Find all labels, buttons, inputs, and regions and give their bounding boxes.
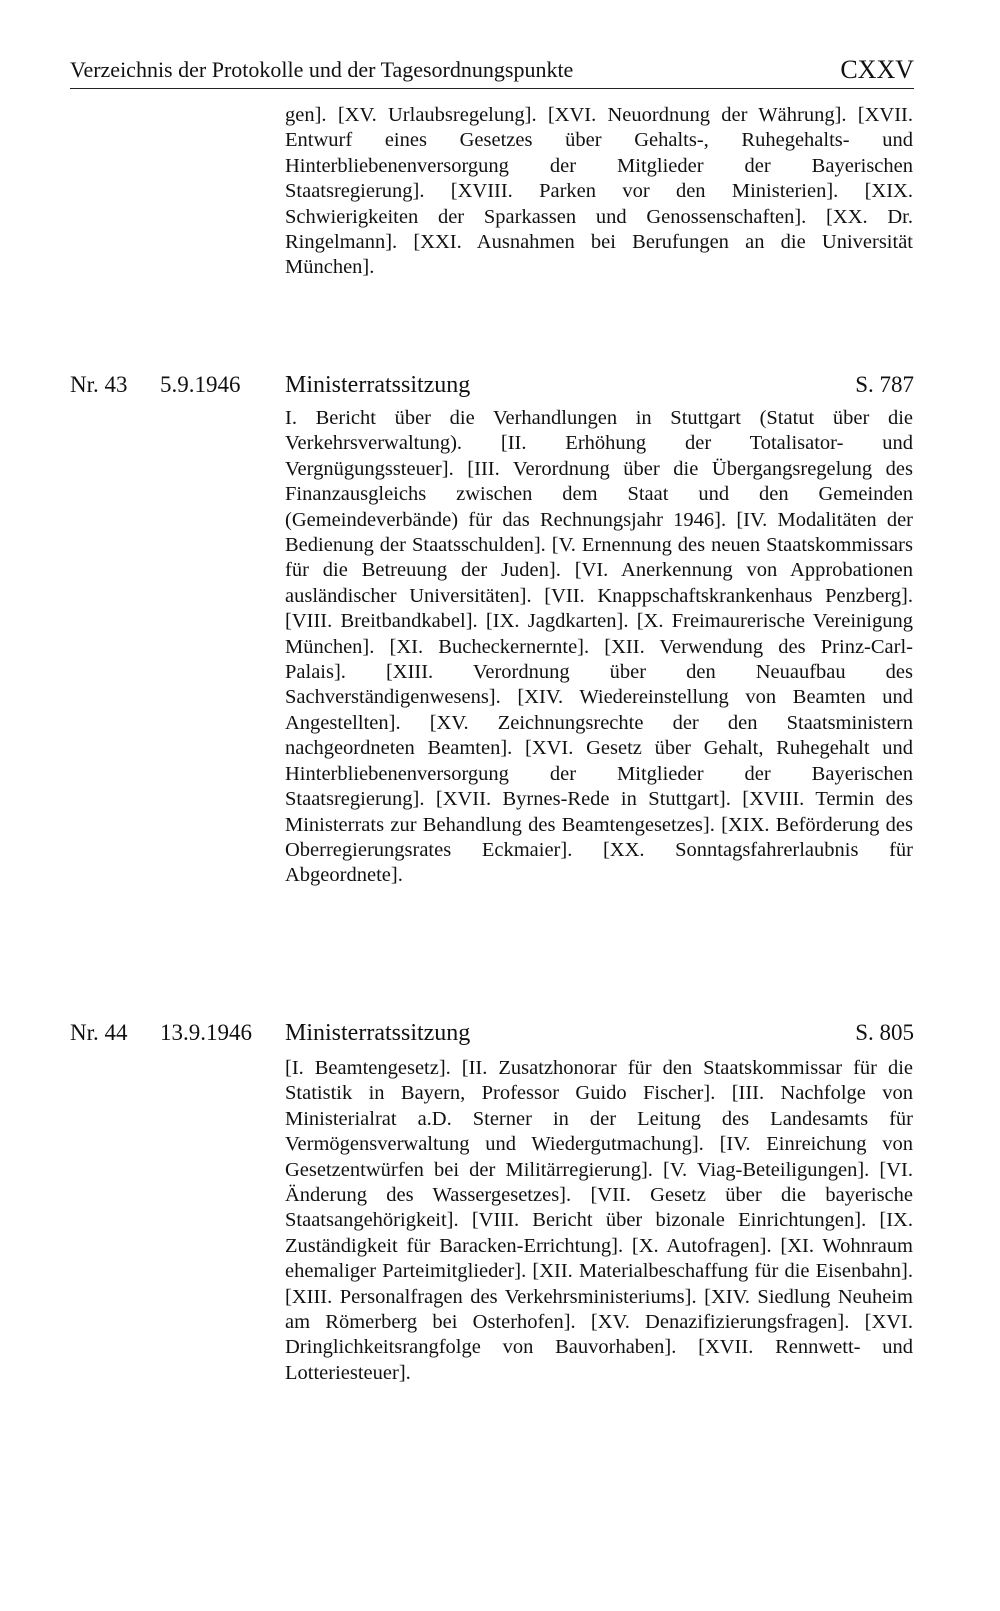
entry-number: Nr. 44	[70, 1020, 128, 1045]
running-head-title: Verzeichnis der Protokolle und der Tagesordnungspunkte	[70, 57, 574, 82]
protocol-entry-44	[70, 1016, 914, 1386]
protocol-entry-43	[70, 368, 914, 889]
entry-page-ref: S. 787	[855, 372, 914, 397]
entry-number: Nr. 43	[70, 372, 128, 397]
entry-date: 13.9.1946	[160, 1020, 252, 1045]
running-header	[70, 50, 914, 90]
agenda-items-text: [I. Beamtengesetz]. [II. Zusatzhonorar für den Staatskommissar für die Statistik in Bayern, Professor Guido Fischer]. [III. Nachfolge von Ministerialrat a.D. Sterner in der Leitung des Landesamts für Vermögensverwaltung und Wiedergutmachung]. [IV. Einreichung von Gesetzentwürfen bei der Militärregierung]. [V. Viag-Beteiligungen]. [VI. Änderung des Wassergesetzes]. [VII. Gesetz über die bayerische Staatsangehörigkeit]. [VIII. Bericht über bizonale Einrichtungen]. [IX. Zuständigkeit für Baracken-Errichtung]. [X. Autofragen]. [XI. Wohnraum ehemaliger Parteimitglieder]. [XII. Materialbeschaffung für die Eisenbahn]. [XIII. Personalfragen des Verkehrsministeriums]. [XIV. Siedlung Neuheim am Römerberg bei Osterhofen]. [XV. Denazifizierungsfragen]. [XVI. Dringlichkeitsrangfolge von Bauvorhaben]. [XVII. Rennwett- und Lotteriesteuer].	[285, 1057, 913, 1384]
entry-title: Ministerratssitzung	[285, 372, 471, 398]
agenda-items-text: I. Bericht über die Verhandlungen in Stuttgart (Statut über die Verkehrsverwaltung). [II. Erhöhung der Totalisator- und Vergnügungssteuer]. [III. Verordnung über die Übergangsregelung des Finanzausgleichs zwischen dem Staat und den Gemeinden (Gemeindeverbände) für das Rechnungsjahr 1946]. [IV. Modalitäten der Bedienung der Staatsschulden]. [V. Ernennung des neuen Staatskommissars für die Betreuung der Juden]. [VI. Anerkennung von Approbationen ausländischer Universitäten]. [VII. Knappschaftskrankenhaus Penzberg]. [VIII. Breitbandkabel]. [IX. Jagdkarten]. [X. Freimaurerische Vereinigung München]. [XI. Bucheckernernte]. [XII. Verwendung des Prinz-Carl-Palais]. [XIII. Verordnung über den Neuaufbau des Sachverständigenwesens]. [XIV. Wiedereinstellung von Beamten und Angestellten]. [XV. Zeichnungsrechte der den Staatsministern nachgeordneten Beamten]. [XVI. Gesetz über Gehalt, Ruhegehalt und Hinterbliebenenversorgung der Mitglieder der Bayerischen Staatsregierung]. [XVII. Byrnes-Rede in Stuttgart]. [XVIII. Termin des Ministerrats zur Behandlung des Beamtengesetzes]. [XIX. Beförderung des Oberregierungsrates Eckmaier]. [XX. Sonntagsfahrerlaubnis für Abgeordnete].	[285, 407, 913, 887]
entry-date: 5.9.1946	[160, 372, 241, 397]
page-number: CXXV	[840, 55, 914, 84]
entry-title: Ministerratssitzung	[285, 1020, 471, 1046]
continuation-text: gen]. [XV. Urlaubsregelung]. [XVI. Neuordnung der Währung]. [XVII. Entwurf eines Gesetzes über Gehalts-, Ruhegehalts- und Hinterbliebenenversorgung der Mitglieder der Bayerischen Staatsregierung]. [XVIII. Parken vor den Ministerien]. [XIX. Schwierigkeiten der Sparkassen und Genossenschaften]. [XX. Dr. Ringelmann]. [XXI. Ausnahmen bei Berufungen an die Universität München].	[285, 104, 913, 279]
entry-heading-row	[70, 368, 914, 402]
entry-page-ref: S. 805	[855, 1020, 914, 1045]
header-rule	[70, 88, 914, 89]
entry-heading-row	[70, 1016, 914, 1050]
